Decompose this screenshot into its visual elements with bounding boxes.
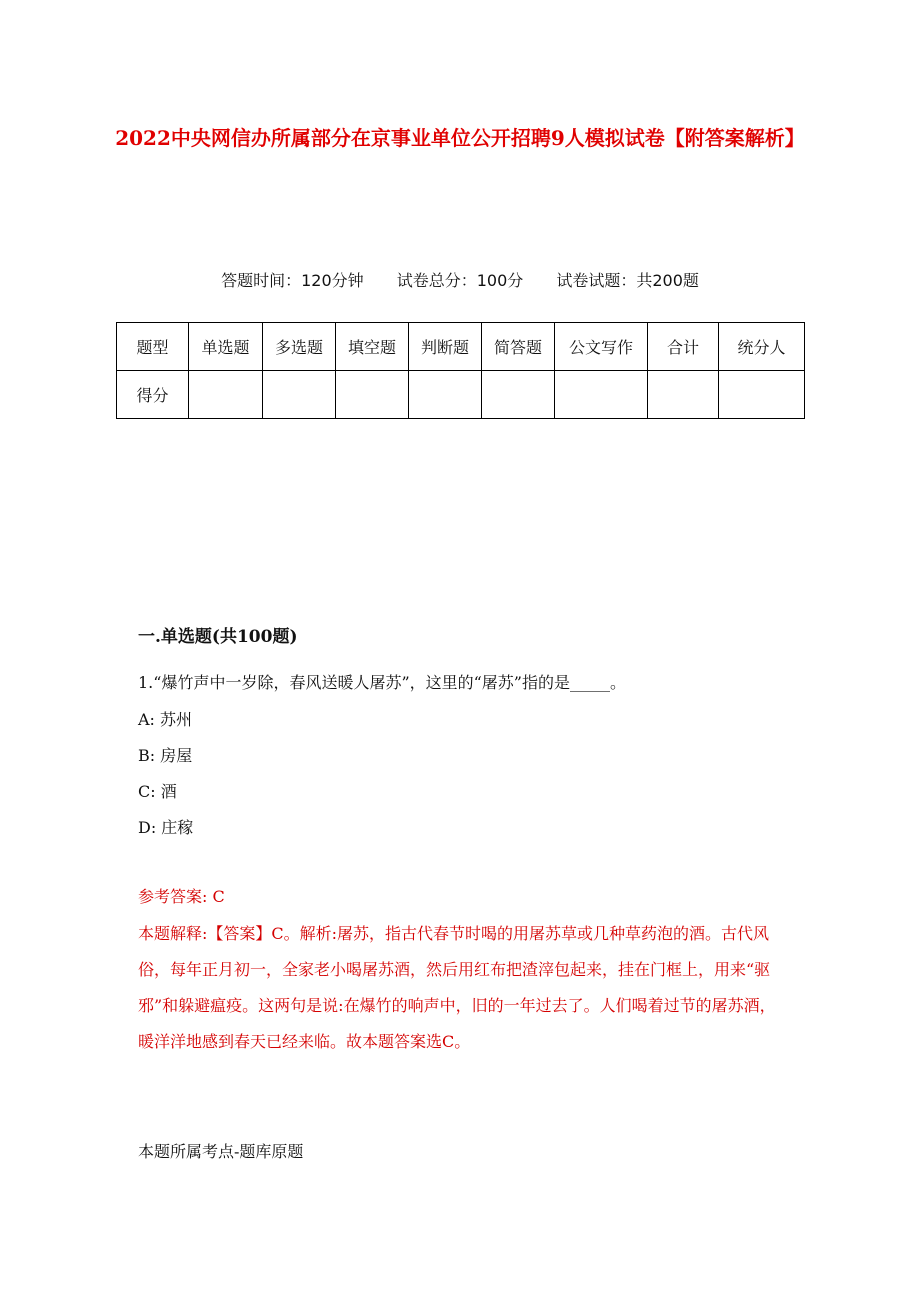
header-cell: 题型 bbox=[117, 323, 189, 371]
question-text: 1.“爆竹声中一岁除，春风送暖人屠苏”，这里的“屠苏”指的是_____。 bbox=[138, 673, 626, 692]
header-cell: 单选题 bbox=[189, 323, 263, 371]
header-cell: 填空题 bbox=[336, 323, 409, 371]
header-cell: 判断题 bbox=[409, 323, 482, 371]
exam-total-score: 试卷总分：100分 bbox=[396, 271, 524, 290]
option-b: B: 房屋 bbox=[138, 746, 193, 765]
row-label-cell: 得分 bbox=[117, 371, 189, 419]
header-cell: 简答题 bbox=[482, 323, 555, 371]
score-cell bbox=[482, 371, 555, 419]
question-source: 本题所属考点-题库原题 bbox=[138, 1142, 304, 1161]
score-table-score-row bbox=[117, 371, 805, 419]
header-cell: 统分人 bbox=[719, 323, 805, 371]
section-heading: 一.单选题(共100题) bbox=[138, 627, 298, 647]
header-cell: 合计 bbox=[648, 323, 719, 371]
option-c: C: 酒 bbox=[138, 782, 177, 801]
exam-time: 答题时间：120分钟 bbox=[221, 271, 364, 290]
document-title: 2022中央网信办所属部分在京事业单位公开招聘9人模拟试卷【附答案解析】 bbox=[115, 126, 805, 150]
score-cell bbox=[189, 371, 263, 419]
exam-meta bbox=[0, 268, 920, 291]
header-cell: 公文写作 bbox=[555, 323, 648, 371]
answer-explanation: 本题解释:【答案】C。解析:屠苏，指古代春节时喝的用屠苏草或几种草药泡的酒。古代风俗，每年正月初一，全家老小喝屠苏酒，然后用红布把渣滓包起来，挂在门框上，用来“驱邪”和躲避瘟疫。这两句是说:在爆竹的响声中，旧的一年过去了。人们喝着过节的屠苏酒，暖洋洋地感到春天已经来临。故本题答案选C。 bbox=[138, 924, 776, 1051]
option-d: D: 庄稼 bbox=[138, 818, 194, 837]
score-cell bbox=[648, 371, 719, 419]
score-table bbox=[116, 322, 805, 419]
score-cell bbox=[719, 371, 805, 419]
option-a: A: 苏州 bbox=[138, 710, 193, 729]
header-cell: 多选题 bbox=[263, 323, 336, 371]
score-cell bbox=[263, 371, 336, 419]
exam-question-count: 试卷试题：共200题 bbox=[556, 271, 699, 290]
score-table-header-row bbox=[117, 323, 805, 371]
score-cell bbox=[409, 371, 482, 419]
score-cell bbox=[555, 371, 648, 419]
reference-answer: 参考答案: C bbox=[138, 887, 225, 906]
score-cell bbox=[336, 371, 409, 419]
